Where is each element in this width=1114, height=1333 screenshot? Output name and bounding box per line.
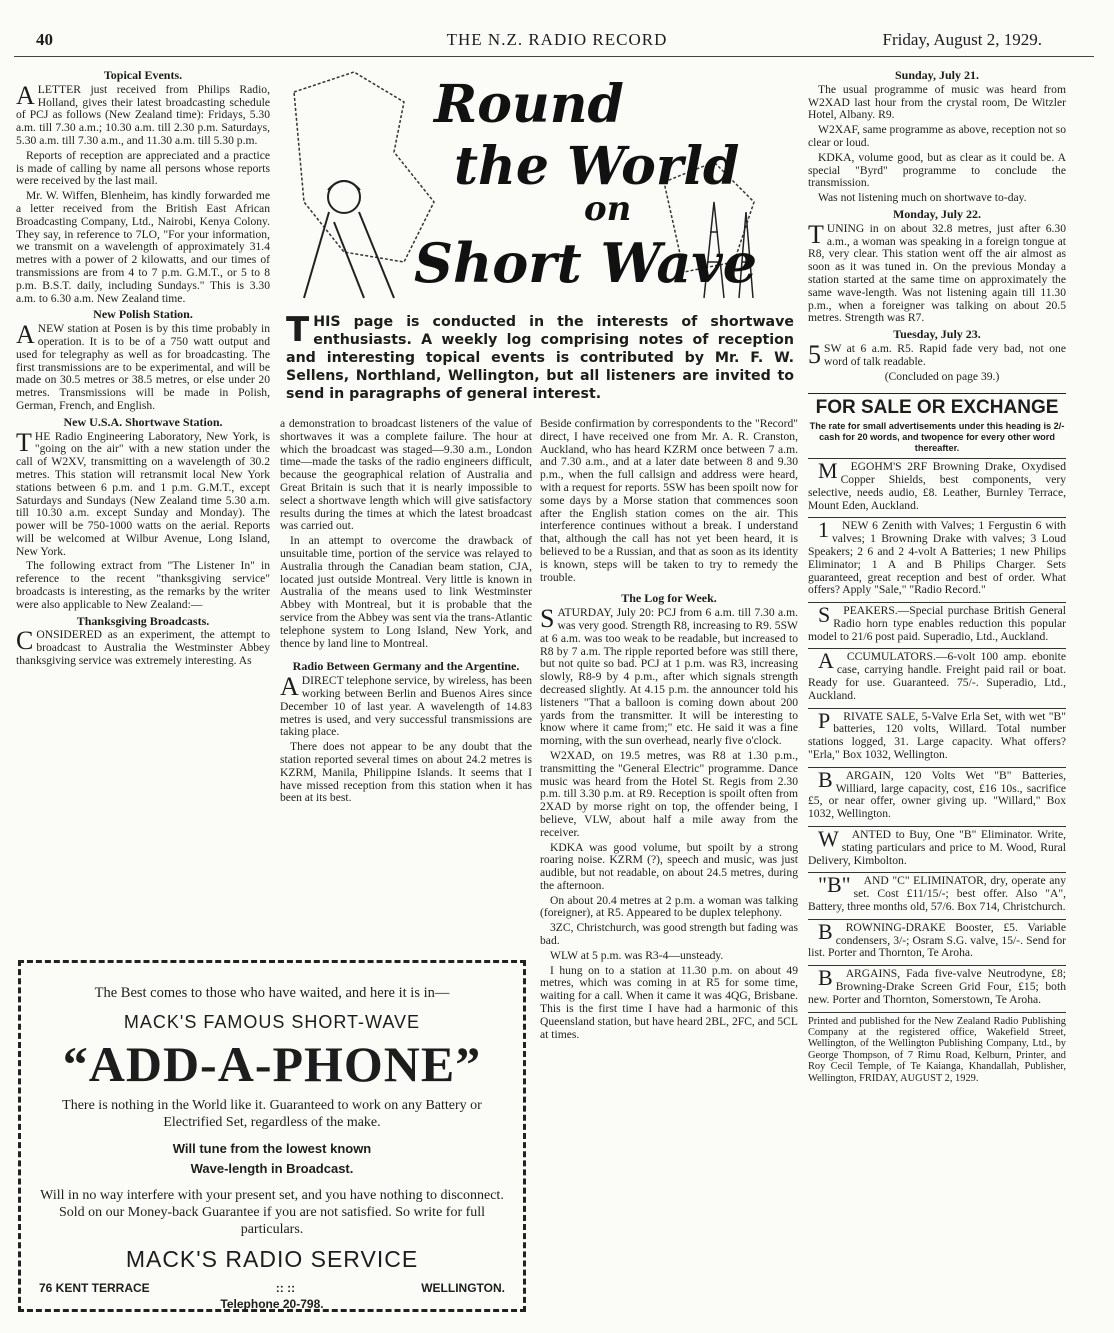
column-3: [540, 418, 798, 1043]
heading: New U.S.A. Shortwave Station.: [63, 414, 223, 429]
paragraph: THE Radio Engineering Laboratory, New York, is "going on the air" with a new station under the call of W2XV, transmitting on a wavelength of 30.2 metres. This station will retransmit local New York stations between 6 p.m. and 1 p.m. G.M.T., except Saturdays and Sundays (New Zealand time 5.30 a.m. till 10.30 a.m. except Sunday and Monday). The power will be 750-1000 watts on the aerial. Reports will be welcomed at Wilbur Avenue, Long Island, New York.: [16, 427, 270, 558]
column-1: [16, 66, 270, 670]
header-rule: [14, 56, 1094, 57]
paragraph: 5SW at 6 a.m. R5. Rapid fade very bad, not one word of talk readable.: [808, 339, 1066, 369]
paragraph: Was not listening much on shortwave to-day.: [818, 191, 1027, 205]
ad-telephone: Telephone 20-798.: [220, 1297, 324, 1311]
ad-guarantee: Will in no way interfere with your present set, and you have nothing to disconnect. Sold on our Money-back Guarantee if you are not satisfied. So write for full particulars.: [40, 1188, 504, 1237]
heading: Radio Between Germany and the Argentine.: [292, 659, 520, 674]
classified-ad: MEGOHM'S 2RF Browning Drake, Oxydised Copper Shields, best components, very selective, needs audio, £8. Leather, Burnley Terrace, Mount Eden, Auckland.: [808, 458, 1066, 515]
masthead: THE N.Z. RADIO RECORD: [446, 30, 668, 49]
paragraph: CONSIDERED as an experiment, the attempt to broadcast to Australia the Westminster Abbey thanksgiving service was extremely interesting. As: [16, 626, 270, 668]
issue-date: Friday, August 2, 1929.: [882, 30, 1042, 49]
paragraph: 3ZC, Christchurch, was good strength but fading was bad.: [540, 921, 798, 948]
heading: Thanksgiving Broadcasts.: [76, 613, 210, 628]
page-header: [0, 28, 1114, 54]
ad-feature-line: Wave-length in Broadcast.: [190, 1161, 354, 1176]
column-4: [808, 66, 1066, 1084]
banner-title-3: on: [584, 189, 632, 229]
ad-subtitle: MACK'S FAMOUS SHORT-WAVE: [123, 1012, 421, 1032]
classified-ad: 1NEW 6 Zenith with Valves; 1 Fergustin 6 with valves; 1 Browning Drake with valves; 3 Loud Speakers; 2 6 and 2 4-volt A Batteries; 1 new Philips Eliminator; 1 A and B Philips Charger. Sets guaranteed, great reception and best of order. What offers? Apply "Sale," "Radio Record.": [808, 517, 1066, 600]
classified-ad: ACCUMULATORS.—6-volt 100 amp. ebonite case, carrying handle. Freight paid rail or boat. Ready for use. Guaranteed. 75/-. Superadio, Ltd., Auckland.: [808, 648, 1066, 705]
classified-ad: "B"AND "C" ELIMINATOR, dry, operate any set. Cost £11/15/-; best offer. Also "A", Battery, three months old, 57/6. Box 714, Christchurch.: [808, 872, 1066, 916]
classified-ad: BROWNING-DRAKE Booster, £5. Variable condensers, 3/-; Osram S.G. valve, 15/-. Send for list. Porter and Thornton, Te Aroha.: [808, 919, 1066, 963]
imprint: Printed and published for the New Zealand Radio Publishing Company at the registered office, Wakefield Street, Wellington, of the Wellington Publishing Company, Ltd., by George Thompson, of 7 Rimu Road, Kelburn, Printer, and Roy Cecil Temple, of Te Kaianga, Khandallah, Publisher, Wellington, FRIDAY, AUGUST 2, 1929.: [808, 1012, 1066, 1084]
paragraph: The following extract from "The Listener In" in reference to the recent "thanksgiving service" broadcasts is interesting, as the remarks by the writer were also applicable to New Zealand:—: [16, 559, 270, 611]
paragraph: TUNING in on about 32.8 metres, just after 6.30 a.m., a woman was speaking in a foreign tongue at R8, very clear. This station went off the air almost as soon as it was tuned in. On the previous Monday a station started at the same time on approximately the same wave-length. Was not listening again till 11.30 p.m., when a foreigner was talking on about 20.5 metres. Strength was R7.: [808, 219, 1066, 325]
man-with-headphones: [304, 181, 394, 298]
paragraph: SATURDAY, July 20: PCJ from 6 a.m. till 7.30 a.m. was very good. Strength R8, increasing to R9. 5SW at 6 a.m. was too weak to be readable, but increased to R8 by 7 a.m. The ripple reported before was still there, but not quite so bad. PCJ at 1 p.m. was R3, increasing slowly, R8-9 by 4 p.m., after which signals strength decreased slightly. At 4.15 p.m. the announcer told his listeners "That a balloon is coming down about 200 yards from the transmitter. It will be interesting to know where it came from;" etc. He said it was a fine morning, with the sun overhead, nearly five o'clock.: [540, 604, 798, 748]
page-number: 40: [36, 30, 53, 49]
heading: The Log for Week.: [621, 591, 717, 606]
paragraph: Beside confirmation by correspondents to the "Record" direct, I have received one from Mr. A. R. Cranston, Auckland, who has heard KZRM once between 7 a.m. and 7.30 a.m., and at a later date between 8 and 9.30 p.m., when the full callsign and address were heard, with a request for reports. 5SW has been spoilt now for some days by a Morse station that commences soon after the English station comes on the air. This interference continues without a break. I understand that, although the call has not yet been heard, it is believed to be a Russian, and that as soon as its identity is known, steps will be taken to try to remedy the trouble.: [540, 417, 798, 584]
paragraph: W2XAD, on 19.5 metres, was R8 at 1.30 p.m., transmitting the "General Electric" programme. Dance music was heard from the Hotel St. Regis from 2.30 p.m. till 3.30 p.m. at R9. Reception is spoilt often from 2XAD by morse right on top, the offender being, I believe, VLW, about half a mile away from the receiver.: [540, 748, 798, 839]
classified-ad: PRIVATE SALE, 5-Valve Erla Set, with wet "B" batteries, 120 volts, Willard. Total number stations logged, 31. Large capacity. What offers? "Erla," Box 1032, Wellington.: [808, 708, 1066, 765]
ad-body: There is nothing in the World like it. Guaranteed to work on any Battery or Electrified Set, regardless of the make.: [62, 1098, 482, 1130]
banner-title-2: the World: [454, 136, 740, 197]
paragraph: Mr. W. Wiffen, Blenheim, has kindly forwarded me a letter received from the British East African Broadcasting Company, Ltd., Nairobi, Kenya Colony. They say, in reference to 7LO, "For your information, we transmit on a wavelength of approximately 31.4 metres with a power of 2 kilowatts, and our times of transmissions are from 4 to 7 p.m. G.M.T., or 5 to 8 p.m. B.S.T. daily, including Sundays." This is 3.30 a.m. to 6.30 a.m. New Zealand time.: [16, 189, 270, 305]
add-a-phone-advertisement: [18, 960, 526, 1312]
classified-ad: BARGAINS, Fada five-valve Neutrodyne, £8; Browning-Drake Screen Grid Four, £15; both new. Porter and Thornton, Somerstown, Te Aroha.: [808, 965, 1066, 1009]
paragraph: On about 20.4 metres at 2 p.m. a woman was talking (foreigner), at R5. Appeared to be duplex telephony.: [540, 893, 798, 920]
paragraph: a demonstration to broadcast listeners of the value of shortwaves it was a complete failure. The hour at which the broadcast was staged—9.30 a.m., London time—made the tasks of the radio engineers difficult, because the geographical relation of Australia and Great Britain is such that it is nearly impossible to select a shortwave length which will give satisfactory results during the times at which the latest broadcast was carried out.: [280, 417, 532, 533]
paragraph: ALETTER just received from Philips Radio, Holland, gives their latest broadcasting schedule of PCJ as follows (New Zealand time): Fridays, 5.30 a.m. till 7.30 a.m.; 10.30 a.m. till 2.30 p.m. Saturdays, 5.30 a.m. till 7.30 a.m., and 11.30 a.m. till 5.30 p.m.: [16, 80, 270, 147]
ad-city: WELLINGTON.: [421, 1281, 505, 1295]
ad-feature-line: Will tune from the lowest known: [172, 1141, 372, 1156]
continuation-note: (Concluded on page 39.): [884, 369, 1000, 383]
classifieds-rate-note: The rate for small advertisements under this heading is 2/- cash for 20 words, and twopence for every other word thereafter.: [809, 421, 1065, 454]
paragraph: WLW at 5 p.m. was R3-4—unsteady.: [550, 948, 724, 962]
heading: Sunday, July 21.: [894, 68, 980, 82]
intro-paragraph: THIS page is conducted in the interests of shortwave enthusiasts. A weekly log comprising notes of reception and interesting topical events is contributed by Mr. F. W. Sellens, Northland, Wellington, but all listeners are invited to send in paragraphs of general interest.: [286, 310, 794, 402]
ad-tagline: The Best comes to those who have waited, and here it is in—: [94, 985, 450, 1001]
heading: Tuesday, July 23.: [893, 327, 981, 342]
ad-street: 76 KENT TERRACE: [39, 1281, 150, 1295]
banner-illustration: [284, 62, 800, 306]
heading: Topical Events.: [103, 68, 183, 82]
ad-address: [39, 1281, 505, 1295]
paragraph: KDKA was good volume, but spoilt by a strong roaring noise. KZRM (?), speech and music, was just audible, but not readable, on about 24.5 metres, during the afternoon.: [540, 840, 798, 892]
banner-title-1: Round: [434, 74, 624, 135]
paragraph: ANEW station at Posen is by this time probably in operation. It is to be of a 750 watt output and used for telegraphy as well as for broadcasting. The first transmissions are to be experimental, and will be made on 30.5 metres or 38.5 metres, or else under 20 metres. Transmissions will be made in Polish, German, French, and English.: [16, 320, 270, 412]
column-2: [280, 418, 532, 807]
map-outline: [294, 72, 434, 262]
paragraph: Reports of reception are appreciated and a practice is made of calling by name all persons whose reports were received by the last mail.: [16, 148, 270, 188]
classified-ad: BARGAIN, 120 Volts Wet "B" Batteries, Williard, large capacity, cost, £16 10s., sacrifice £5, or near offer, owner giving up. "Willard," Box 1032, Wellington.: [808, 767, 1066, 824]
ad-feature: [39, 1139, 505, 1179]
classified-ad: WANTED to Buy, One "B" Eliminator. Write, stating particulars and price to M. Wood, Rural Delivery, Kimbolton.: [808, 826, 1066, 870]
banner-title-4: Short Wave: [414, 231, 758, 295]
heading: New Polish Station.: [93, 307, 193, 322]
classifieds-title: FOR SALE OR EXCHANGE: [808, 393, 1066, 415]
classified-ad: SPEAKERS.—Special purchase British General Radio horn type enables reduction this popular model to 21/6 post paid. Superadio, Ltd., Auckland.: [808, 602, 1066, 646]
heading: Monday, July 22.: [892, 206, 982, 221]
paragraph: KDKA, volume good, but as clear as it could be. A special "Byrd" programme to conclude the transmission.: [808, 150, 1066, 190]
paragraph: W2XAF, same programme as above, reception not so clear or loud.: [808, 123, 1066, 149]
paragraph: ADIRECT telephone service, by wireless, has been working between Berlin and Buenos Aires since December 10 of last year. A wavelength of 14.83 metres is used, and very successful transmissions are taking place.: [280, 672, 532, 739]
paragraph: I hung on to a station at 11.30 p.m. on about 49 metres, which was coming in at R5 for some time, waiting for a call. When it came it was 4QG, Brisbane. This is the first time I have had a harmonic of this Queensland station, but have heard 2BL, 2FC, and 5CL at times.: [540, 963, 798, 1041]
paragraph: There does not appear to be any doubt that the station reported several times on about 24.2 metres is KZRM, Manila, Philippine Islands. It seems that I have missed reception from this station when it has been at its best.: [280, 740, 532, 805]
paragraph: The usual programme of music was heard from W2XAD last hour from the crystal room, De Witzler Hotel, Albany. R9.: [808, 82, 1066, 122]
ad-product-name: “ADD-A-PHONE”: [62, 1036, 482, 1092]
ad-separator: :: ::: [275, 1281, 296, 1295]
paragraph: In an attempt to overcome the drawback of unsuitable time, portion of the service was relayed to Australia through the Canadian beam station, CJA, located just outside Montreal. Very little is known in Australia of the means used to link Westminster Abbey with Montreal, but it is probable that the service from the Abbey was sent via the trans-Atlantic telephone system to Long Island, New York, and thence by land line to Montreal.: [280, 534, 532, 650]
ad-company: MACK'S RADIO SERVICE: [125, 1246, 419, 1272]
